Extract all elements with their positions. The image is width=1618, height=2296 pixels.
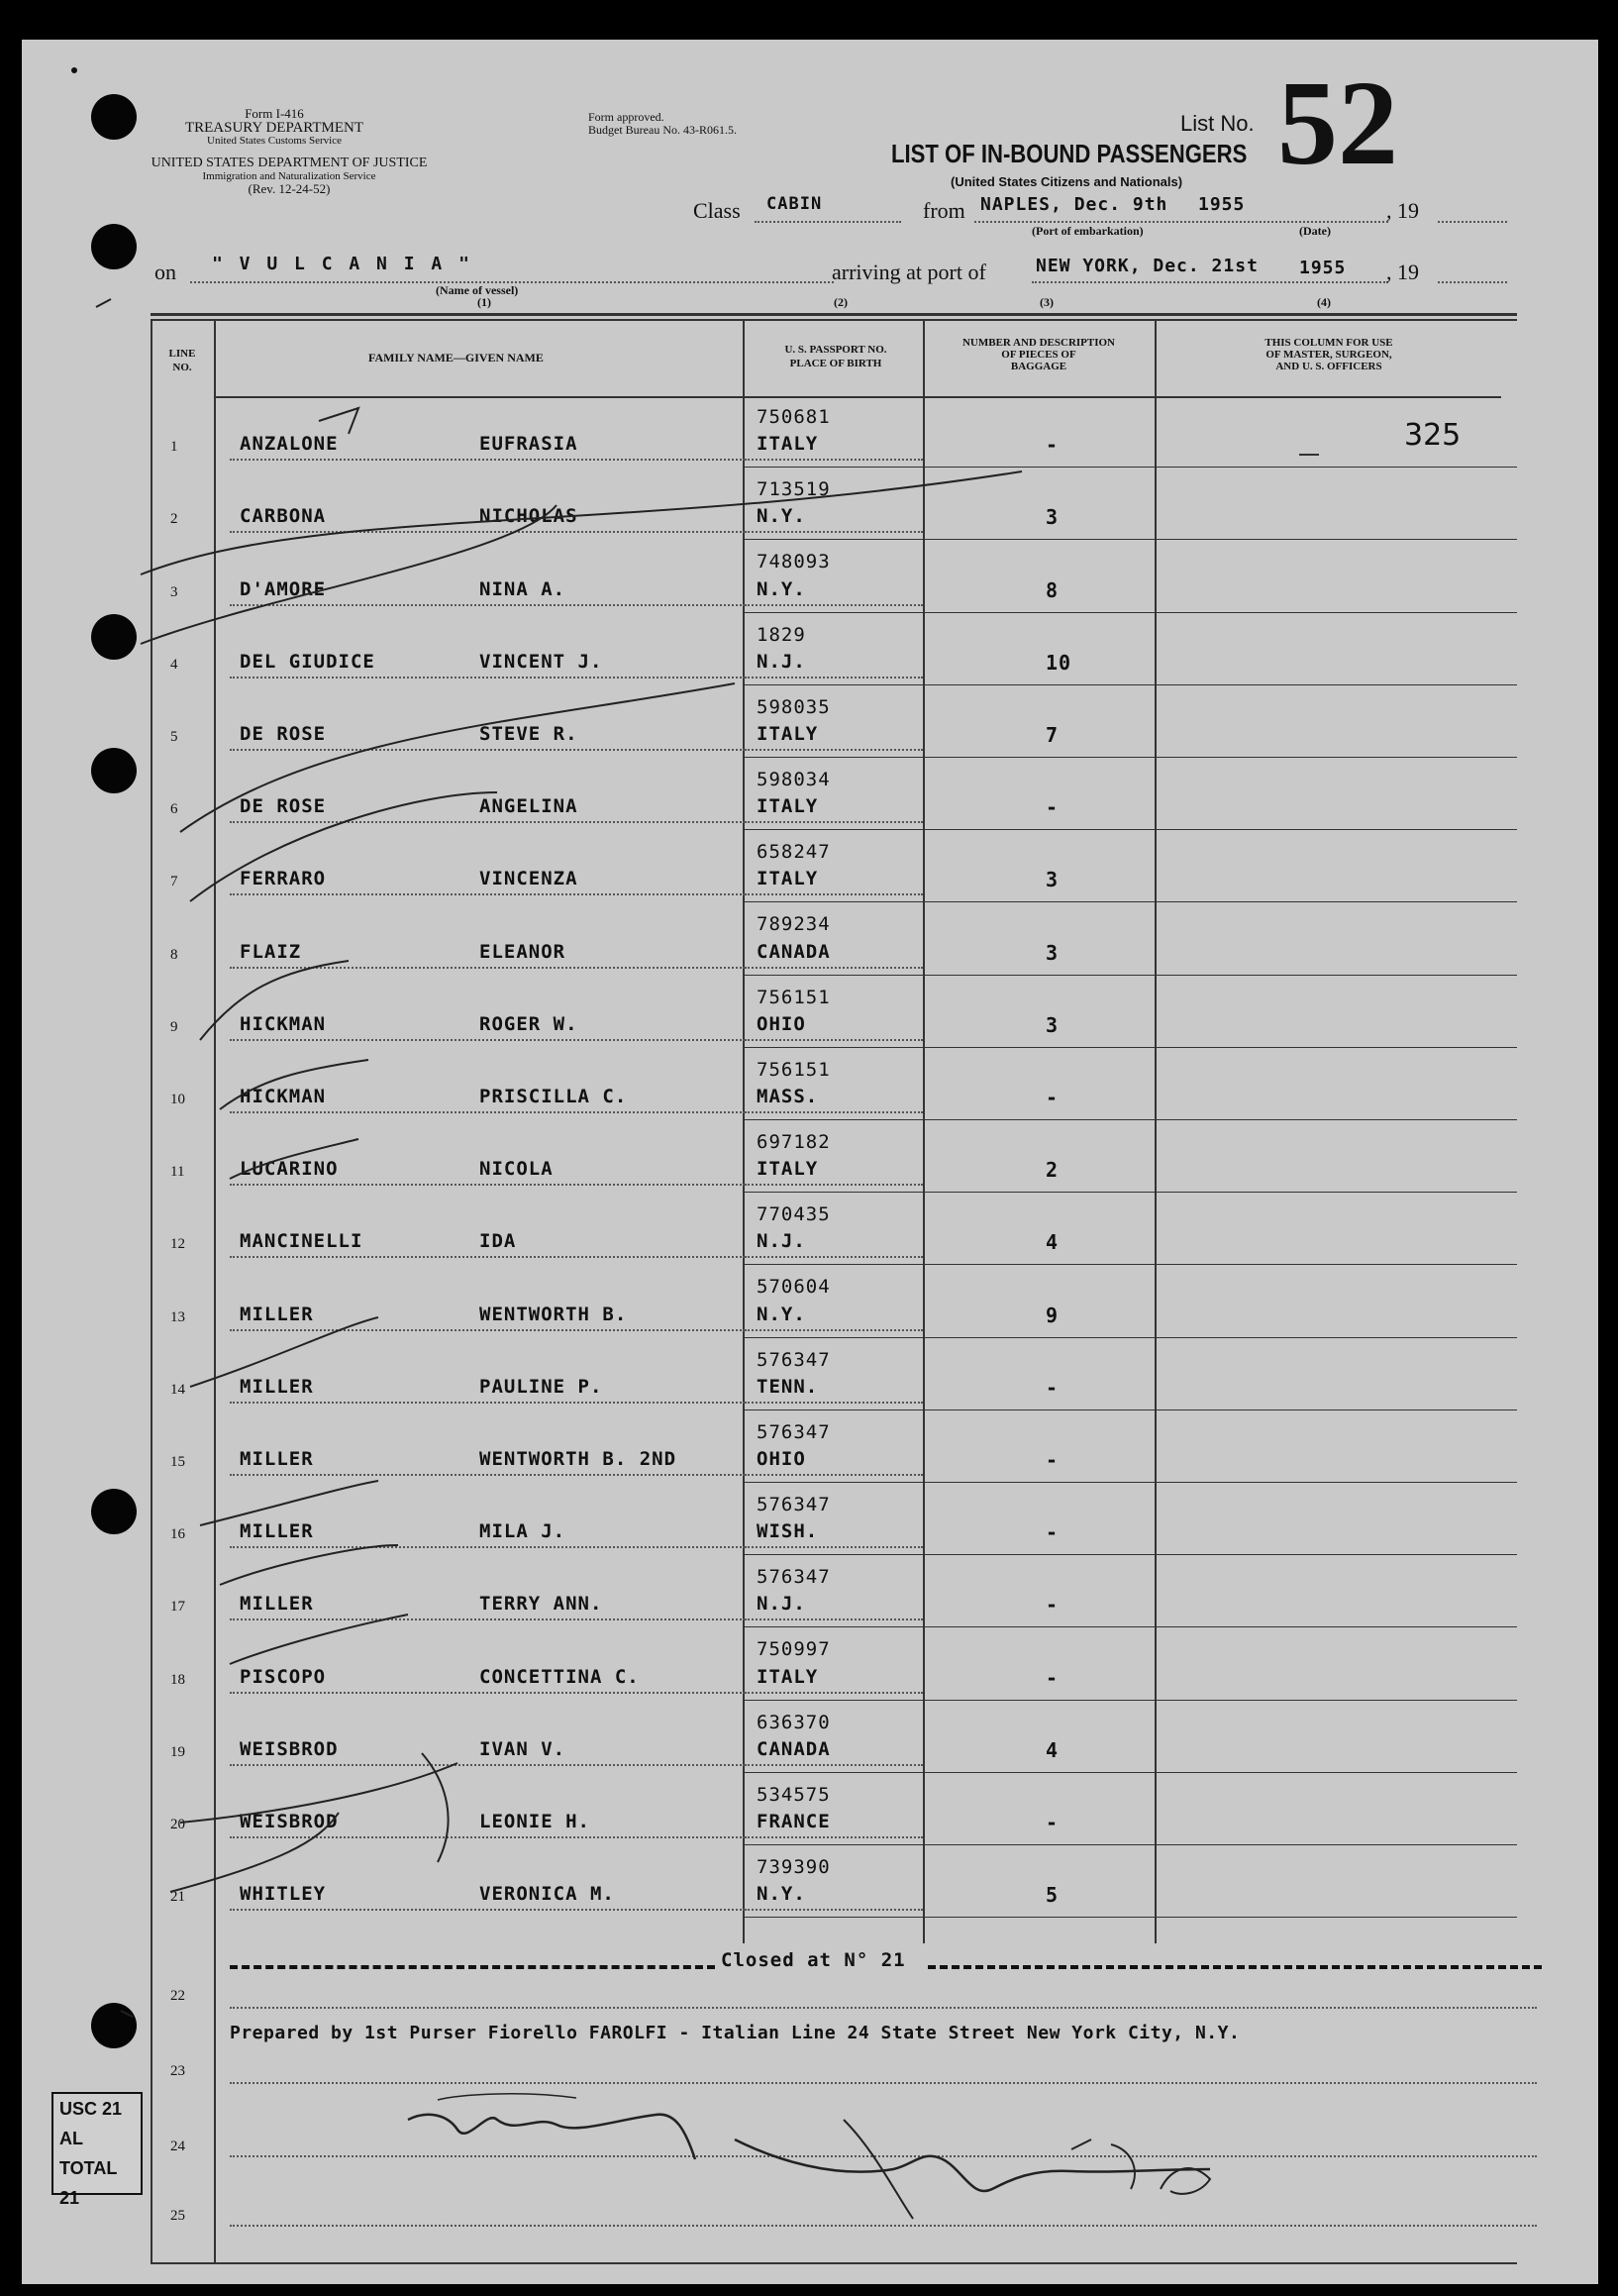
passport-number: 756151 <box>757 986 831 1008</box>
place-of-birth: ITALY <box>757 722 819 745</box>
family-name: MILLER <box>240 1447 314 1470</box>
port-embark-caption: (Port of embarkation) <box>1032 224 1144 238</box>
family-name: LUCARINO <box>240 1158 339 1181</box>
family-name: FLAIZ <box>240 940 302 963</box>
place-of-birth: ITALY <box>757 795 819 818</box>
baggage-count: 2 <box>1046 1158 1060 1183</box>
passport-number: 598034 <box>757 769 831 790</box>
given-name: EUFRASIA <box>479 433 578 456</box>
baggage-count: 7 <box>1046 722 1060 747</box>
line-number: 11 <box>170 1164 185 1181</box>
passport-number: 534575 <box>757 1783 831 1806</box>
line-number-23: 23 <box>170 2063 185 2079</box>
col-passport-header: U. S. PASSPORT NO. <box>784 344 887 356</box>
given-name: ANGELINA <box>479 795 578 818</box>
baggage-count: 3 <box>1046 1012 1060 1037</box>
col-name-header: FAMILY NAME—GIVEN NAME <box>368 351 544 365</box>
place-of-birth: N.Y. <box>757 1303 806 1325</box>
place-of-birth: CANADA <box>757 940 831 963</box>
list-title: LIST OF IN-BOUND PASSENGERS <box>891 139 1248 168</box>
baggage-count: 3 <box>1046 940 1060 965</box>
baggage-count: 9 <box>1046 1303 1060 1327</box>
nineteen-1: , 19 <box>1386 198 1419 223</box>
given-name: CONCETTINA C. <box>479 1665 640 1688</box>
stamp-total: TOTAL 21 <box>59 2158 117 2208</box>
line-number: 15 <box>170 1453 185 1470</box>
place-of-birth: N.J. <box>757 1230 806 1253</box>
given-name: ELEANOR <box>479 940 566 963</box>
list-no-label: List No. <box>1180 111 1255 136</box>
vessel-caption-no: (1) <box>477 295 491 309</box>
family-name: FERRARO <box>240 868 327 890</box>
passport-number: 697182 <box>757 1131 831 1153</box>
passport-number: 750997 <box>757 1638 831 1661</box>
line-number: 4 <box>170 656 178 673</box>
passport-number: 576347 <box>757 1494 831 1515</box>
given-name: WENTWORTH B. 2ND <box>479 1447 677 1470</box>
stamp-al: AL <box>59 2129 83 2148</box>
line-number: 20 <box>170 1816 185 1832</box>
family-name: HICKMAN <box>240 1012 327 1035</box>
passport-number: 770435 <box>757 1203 831 1226</box>
col-officers-header-3: AND U. S. OFFICERS <box>1275 361 1382 372</box>
given-name: IDA <box>479 1230 517 1253</box>
arriving-value: NEW YORK, Dec. 21st <box>1036 256 1259 276</box>
family-name: MILLER <box>240 1303 314 1325</box>
baggage-count: - <box>1046 1447 1060 1472</box>
arriving-label: arriving at port of <box>832 260 986 284</box>
line-number: 19 <box>170 1743 185 1760</box>
passport-number: 576347 <box>757 1566 831 1589</box>
line-number: 13 <box>170 1308 185 1325</box>
line-number: 9 <box>170 1018 178 1035</box>
baggage-count: - <box>1046 1593 1060 1618</box>
baggage-count: - <box>1046 1375 1060 1400</box>
place-of-birth: WISH. <box>757 1520 819 1543</box>
place-of-birth: N.J. <box>757 650 806 673</box>
given-name: VERONICA M. <box>479 1883 615 1906</box>
line-number-22: 22 <box>170 1988 185 2004</box>
passport-number: 756151 <box>757 1058 831 1081</box>
place-of-birth: OHIO <box>757 1447 806 1470</box>
col-baggage-header-2: OF PIECES OF <box>1001 349 1076 361</box>
justice-heading: UNITED STATES DEPARTMENT OF JUSTICE <box>151 156 428 170</box>
place-of-birth: N.Y. <box>757 1883 806 1906</box>
form-number: Form I-416 <box>245 106 304 121</box>
col-line-label-2: NO. <box>172 362 192 373</box>
given-name: WENTWORTH B. <box>479 1303 628 1325</box>
place-of-birth: MASS. <box>757 1085 819 1107</box>
baggage-count: - <box>1046 795 1060 820</box>
from-value: NAPLES, Dec. 9th <box>980 194 1168 215</box>
handwritten-marks <box>22 40 1598 2284</box>
nineteen-2: , 19 <box>1386 260 1419 284</box>
prepared-text: Prepared by 1st Purser Fiorello FAROLFI - Italian Line 24 State Street New York City, N.Y. <box>230 2023 1241 2043</box>
place-of-birth: N.Y. <box>757 577 806 600</box>
family-name: MANCINELLI <box>240 1230 363 1253</box>
caption-2: (2) <box>834 295 848 309</box>
officer-note: 325 <box>1404 418 1462 453</box>
line-number: 21 <box>170 1889 185 1906</box>
class-label: Class <box>693 198 741 223</box>
col-baggage-header: NUMBER AND DESCRIPTION <box>961 337 1116 349</box>
passport-number: 748093 <box>757 551 831 574</box>
family-name: MILLER <box>240 1593 314 1616</box>
budget-bureau: Budget Bureau No. 43-R061.5. <box>588 123 737 137</box>
line-number: 16 <box>170 1526 185 1543</box>
baggage-count: 4 <box>1046 1230 1060 1255</box>
vessel-name: " V U L C A N I A " <box>212 254 472 274</box>
treasury-heading: TREASURY DEPARTMENT <box>184 120 364 136</box>
line-number: 17 <box>170 1599 185 1616</box>
passport-number: 570604 <box>757 1276 831 1299</box>
date-caption: (Date) <box>1299 224 1331 238</box>
place-of-birth: ITALY <box>757 433 819 456</box>
passport-number: 1829 <box>757 623 806 646</box>
baggage-count: - <box>1046 1665 1060 1690</box>
place-of-birth: N.J. <box>757 1593 806 1616</box>
line-number: 7 <box>170 874 178 890</box>
list-number: 52 <box>1277 56 1398 190</box>
family-name: DE ROSE <box>240 722 327 745</box>
line-number-25: 25 <box>170 2208 185 2224</box>
family-name: WHITLEY <box>240 1883 327 1906</box>
line-number: 1 <box>170 439 178 456</box>
col-officers-header-2: OF MASTER, SURGEON, <box>1265 349 1392 361</box>
baggage-count: 3 <box>1046 505 1060 530</box>
form-approved: Form approved. <box>588 110 664 124</box>
passport-number: 598035 <box>757 695 831 718</box>
baggage-count: 4 <box>1046 1737 1060 1762</box>
family-name: D'AMORE <box>240 577 327 600</box>
line-number: 3 <box>170 583 178 600</box>
family-name: MILLER <box>240 1375 314 1398</box>
family-name: WEISBROD <box>240 1737 339 1760</box>
passport-number: 636370 <box>757 1711 831 1733</box>
baggage-count: - <box>1046 433 1060 458</box>
caption-4: (4) <box>1317 295 1331 309</box>
passport-number: 658247 <box>757 841 831 864</box>
closed-text: Closed at N° 21 <box>721 1949 906 1971</box>
line-number: 2 <box>170 511 178 528</box>
given-name: IVAN V. <box>479 1737 566 1760</box>
from-label: from <box>923 198 965 223</box>
family-name: DEL GIUDICE <box>240 650 375 673</box>
given-name: NICHOLAS <box>479 505 578 528</box>
caption-3: (3) <box>1040 295 1054 309</box>
col-birth-header: PLACE OF BIRTH <box>789 358 882 369</box>
baggage-count: 5 <box>1046 1883 1060 1908</box>
line-number: 5 <box>170 728 178 745</box>
baggage-count: 8 <box>1046 577 1060 602</box>
class-value: CABIN <box>766 194 823 214</box>
col-line-label: LINE <box>168 348 196 360</box>
line-number-24: 24 <box>170 2139 185 2154</box>
given-name: STEVE R. <box>479 722 578 745</box>
given-name: VINCENZA <box>479 868 578 890</box>
line-number: 18 <box>170 1671 185 1688</box>
baggage-count: - <box>1046 1085 1060 1109</box>
baggage-count: - <box>1046 1810 1060 1834</box>
line-number: 12 <box>170 1236 185 1253</box>
place-of-birth: OHIO <box>757 1012 806 1035</box>
customs-heading: United States Customs Service <box>207 135 342 147</box>
passport-number: 750681 <box>757 406 831 428</box>
line-number: 10 <box>170 1091 185 1107</box>
place-of-birth: ITALY <box>757 1158 819 1181</box>
list-subtitle: (United States Citizens and Nationals) <box>951 174 1183 189</box>
stamp-usc: USC 21 <box>59 2099 123 2119</box>
baggage-count: 10 <box>1046 650 1072 675</box>
passport-number: 713519 <box>757 478 831 501</box>
place-of-birth: ITALY <box>757 1665 819 1688</box>
vessel-caption: (Name of vessel) <box>436 283 519 297</box>
ins-heading: Immigration and Naturalization Service <box>202 170 376 182</box>
line-number: 6 <box>170 801 178 818</box>
given-name: LEONIE H. <box>479 1810 590 1832</box>
revision-date: (Rev. 12-24-52) <box>248 181 331 196</box>
place-of-birth: ITALY <box>757 868 819 890</box>
col-baggage-header-3: BAGGAGE <box>1010 361 1067 372</box>
passport-number: 739390 <box>757 1856 831 1878</box>
family-name: CARBONA <box>240 505 327 528</box>
arriving-year: 1955 <box>1299 258 1347 278</box>
baggage-count: - <box>1046 1520 1060 1545</box>
line-number: 14 <box>170 1381 185 1398</box>
family-name: WEISBROD <box>240 1810 339 1832</box>
given-name: PRISCILLA C. <box>479 1085 628 1107</box>
line-number: 8 <box>170 946 178 963</box>
passport-number: 576347 <box>757 1348 831 1371</box>
family-name: ANZALONE <box>240 433 339 456</box>
passport-number: 576347 <box>757 1420 831 1443</box>
family-name: HICKMAN <box>240 1085 327 1107</box>
given-name: VINCENT J. <box>479 650 603 673</box>
passport-number: 789234 <box>757 913 831 936</box>
given-name: PAULINE P. <box>479 1375 603 1398</box>
family-name: DE ROSE <box>240 795 327 818</box>
on-label: on <box>154 260 176 284</box>
place-of-birth: N.Y. <box>757 505 806 528</box>
given-name: MILA J. <box>479 1520 566 1543</box>
given-name: NICOLA <box>479 1158 554 1181</box>
col-officers-header: THIS COLUMN FOR USE <box>1264 337 1393 349</box>
place-of-birth: FRANCE <box>757 1810 831 1832</box>
baggage-count: 3 <box>1046 868 1060 892</box>
given-name: TERRY ANN. <box>479 1593 603 1616</box>
from-year: 1955 <box>1198 194 1246 215</box>
family-name: PISCOPO <box>240 1665 327 1688</box>
given-name: NINA A. <box>479 577 566 600</box>
family-name: MILLER <box>240 1520 314 1543</box>
manifest-sheet <box>22 40 1598 2284</box>
place-of-birth: TENN. <box>757 1375 819 1398</box>
given-name: ROGER W. <box>479 1012 578 1035</box>
place-of-birth: CANADA <box>757 1737 831 1760</box>
